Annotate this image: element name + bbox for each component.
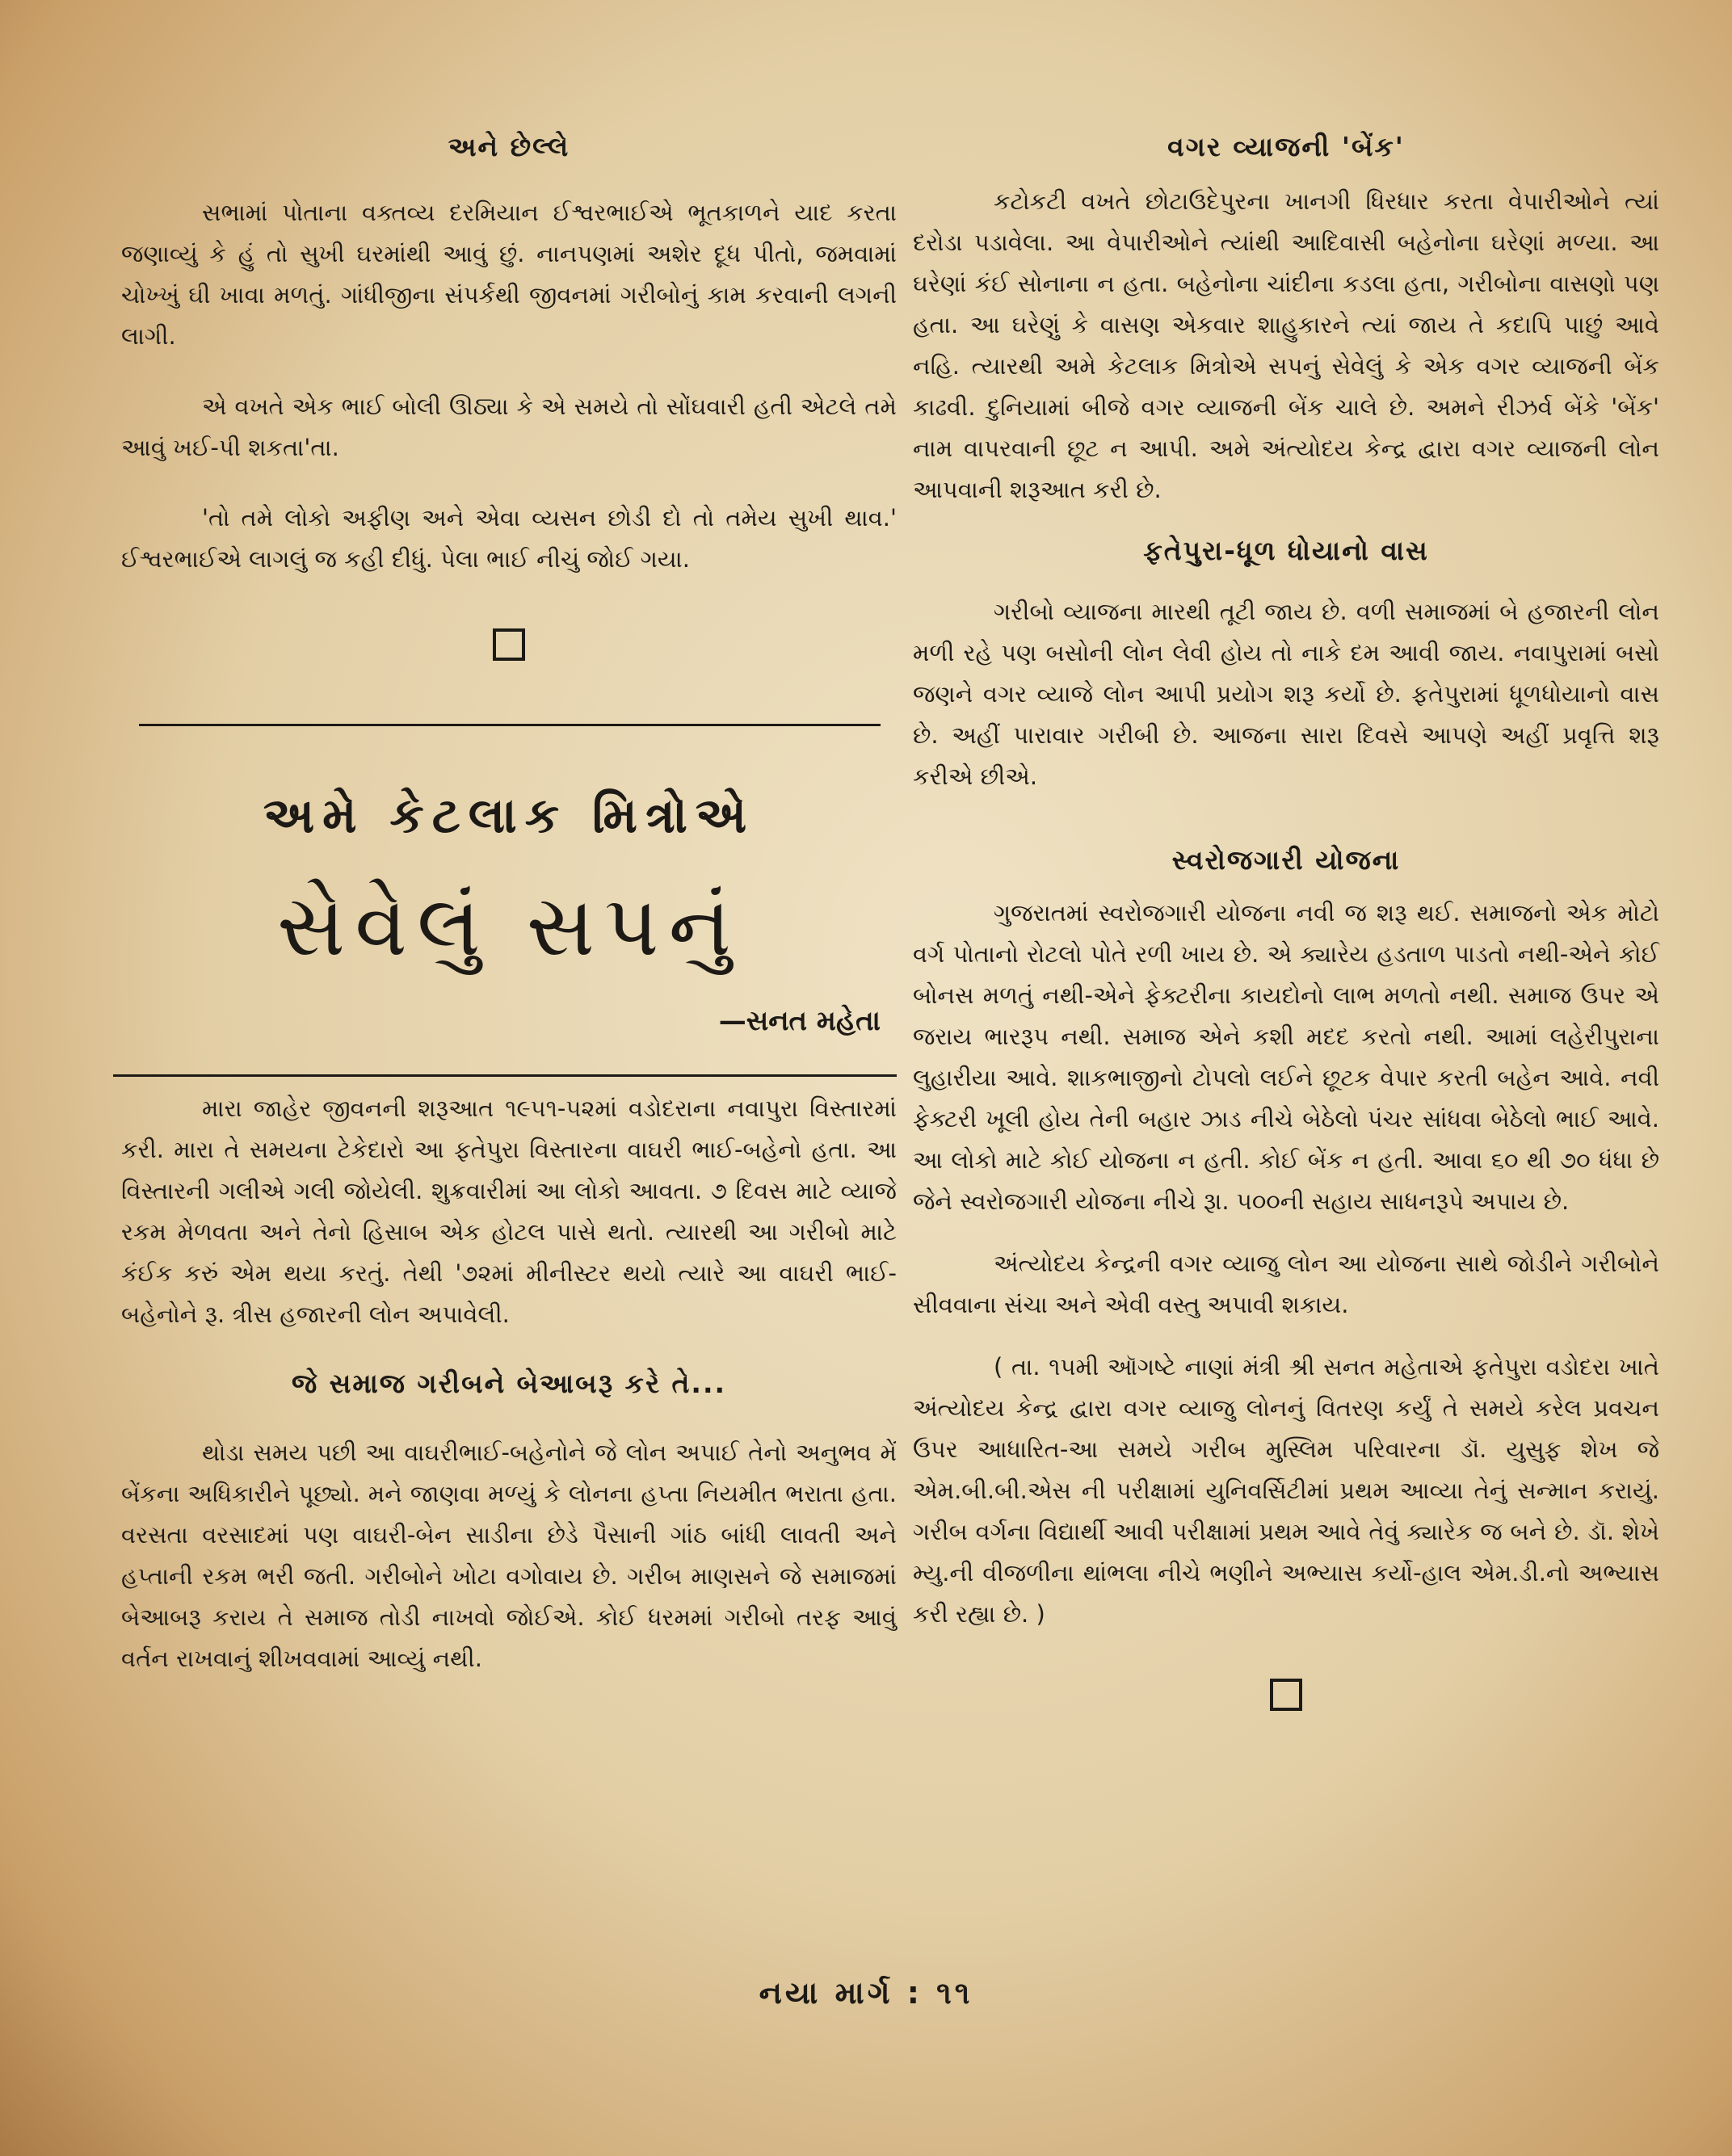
left-column <box>121 121 897 1679</box>
paragraph: કટોકટી વખતે છોટાઉદેપુરના ખાનગી ધિરધાર કરતા વેપારીઓને ત્યાં દરોડા પડાવેલા. આ વેપારીઓને ત્યાંથી આદિવાસી બહેનોના ઘરેણાં મળ્યા. આ ઘરેણાં કંઈ સોનાના ન હતા. બહેનોના ચાંદીના કડલા હતા, ગરીબોના વાસણો પણ હતા. આ ઘરેણું કે વાસણ એકવાર શાહુકારને ત્યાં જાય તે કદાપિ પાછું આવે નહિ. ત્યારથી અમે કેટલાક મિત્રોએ સપનું સેવેલું કે એક વગર વ્યાજની બેંક કાઢવી. દુનિયામાં બીજે વગર વ્યાજની બેંક ચાલે છે. અમને રીઝર્વ બેંકે 'બેંક' નામ વાપરવાની છૂટ ન આપી. અમે અંત્યોદય કેન્દ્ર દ્વારા વગર વ્યાજની લોન આપવાની શરૂઆત કરી છે. <box>913 187 1659 503</box>
paragraph: ગુજરાતમાં સ્વરોજગારી યોજના નવી જ શરૂ થઈ. સમાજનો એક મોટો વર્ગ પોતાનો રોટલો પોતે રળી ખાય છે. એ ક્યારેય હડતાળ પાડતો નથી-એને કોઈ બોનસ મળતું નથી-એને ફેક્ટરીના કાયદોનો લાભ મળતો નથી. સમાજ ઉપર એ જરાય ભારરૂપ નથી. સમાજ એને કશી મદદ કરતો નથી. આમાં લહેરીપુરાના લુહારીયા આવે. શાકભાજીનો ટોપલો લઈને છૂટક વેપાર કરતી બહેન આવે. નવી ફેક્ટરી ખૂલી હોય તેની બહાર ઝાડ નીચે બેઠેલો પંચર સાંધવા બેઠેલો ભાઈ આવે. આ લોકો માટે કોઈ યોજના ન હતી. કોઈ બેંક ન હતી. આવા ૬૦ થી ૭૦ ધંધા છે જેને સ્વરોજગારી યોજના નીચે રૂા. ૫૦૦ની સહાય સાધનરૂપે અપાય છે. <box>913 899 1659 1215</box>
paragraph: અંત્યોદય કેન્દ્રની વગર વ્યાજુ લોન આ યોજના સાથે જોડીને ગરીબોને સીવવાના સંચા અને એવી વસ્તુ અપાવી શકાય. <box>913 1250 1659 1318</box>
article-byline: —સનત મહેતા <box>718 1005 881 1037</box>
paragraph: 'તો તમે લોકો અફીણ અને એવા વ્યસન છોડી દો તો તમેય સુખી થાવ.' ઈશ્વરભાઈએ લાગલું જ કહી દીધું. પેલા ભાઈ નીચું જોઈ ગયા. <box>121 504 897 573</box>
end-mark-box <box>493 628 525 661</box>
subheading: જે સમાજ ગરીબને બેઆબરૂ કરે તે... <box>291 1368 727 1399</box>
paragraph: ગરીબો વ્યાજના મારથી તૂટી જાય છે. વળી સમાજમાં બે હજારની લોન મળી રહે પણ બસોની લોન લેવી હોય તો નાકે દમ આવી જાય. નવાપુરામાં બસો જણને વગર વ્યાજે લોન આપી પ્રયોગ શરૂ કર્યો છે. ફતેપુરામાં ધૂળધોયાનો વાસ છે. અહીં પારાવાર ગરીબી છે. આજના સારા દિવસે આપણે અહીં પ્રવૃત્તિ શરૂ કરીએ છીએ. <box>913 598 1659 790</box>
section-heading-interest-free-bank: વગર વ્યાજની 'બેંક' <box>1167 131 1405 162</box>
page-footer: નયા માર્ગ : ૧૧ <box>759 1975 973 2011</box>
paragraph: મારા જાહેર જીવનની શરૂઆત ૧૯૫૧-૫૨માં વડોદરાના નવાપુરા વિસ્તારમાં કરી. મારા તે સમયના ટેકેદારો આ ફતેપુરા વિસ્તારના વાઘરી ભાઈ-બહેનો હતા. આ વિસ્તારની ગલીએ ગલી જોયેલી. શુક્રવારીમાં આ લોકો આવતા. ૭ દિવસ માટે વ્યાજે રકમ મેળવતા અને તેનો હિસાબ એક હોટલ પાસે થતો. ત્યારથી આ ગરીબો માટે કંઈક કરું એમ થયા કરતું. તેથી '૭૨માં મીનીસ્ટર થયો ત્યારે આ વાઘરી ભાઈ-બહેનોને રૂ. ત્રીસ હજારની લોન અપાવેલી. <box>121 1095 897 1328</box>
paragraph: સભામાં પોતાના વક્તવ્ય દરમિયાન ઈશ્વરભાઈએ ભૂતકાળને યાદ કરતા જણાવ્યું કે હું તો સુખી ઘરમાંથી આવું છું. નાનપણમાં અશેર દૂધ પીતો, જમવામાં ચોખ્ખું ઘી ખાવા મળતું. ગાંધીજીના સંપર્કથી જીવનમાં ગરીબોનું કામ કરવાની લગની લાગી. <box>121 199 897 350</box>
paragraph: થોડા સમય પછી આ વાઘરીભાઈ-બહેનોને જે લોન અપાઈ તેનો અનુભવ મેં બેંકના અધિકારીને પૂછ્યો. મને જાણવા મળ્યું કે લોનના હપ્તા નિયમીત ભરાતા હતા. વરસતા વરસાદમાં પણ વાઘરી-બેન સાડીના છેડે પૈસાની ગાંઠ બાંધી લાવતી અને હપ્તાની રકમ ભરી જતી. ગરીબોને ખોટા વગોવાય છે. ગરીબ માણસને જે સમાજમાં બેઆબરૂ કરાય તે સમાજ તોડી નાખવો જોઈએ. કોઈ ધરમમાં ગરીબો તરફ આવું વર્તન રાખવાનું શીખવવામાં આવ્યું નથી. <box>121 1439 897 1672</box>
end-mark-box <box>1270 1679 1302 1711</box>
editorial-note: ( તા. ૧૫મી ઑગષ્ટે નાણાં મંત્રી શ્રી સનત મહેતાએ ફતેપુરા વડોદરા ખાતે અંત્યોદય કેન્દ્ર દ્વારા વગર વ્યાજુ લોનનું વિતરણ કર્યું તે સમયે કરેલ પ્રવચન ઉપર આધારિત-આ સમયે ગરીબ મુસ્લિમ પરિવારના ડૉ. યુસુફ શેખ જે એમ.બી.બી.એસ ની પરીક્ષામાં યુનિવર્સિટીમાં પ્રથમ આવ્યા તેનું સન્માન કરાયું. ગરીબ વર્ગના વિદ્યાર્થી આવી પરીક્ષામાં પ્રથમ આવે તેવું ક્યારેક જ બને છે. ડૉ. શેખે મ્યુ.ની વીજળીના થાંભલા નીચે ભણીને અભ્યાસ કર્યો-હાલ એમ.ડી.નો અભ્યાસ કરી રહ્યા છે. ) <box>913 1353 1659 1628</box>
paragraph: એ વખતે એક ભાઈ બોલી ઊઠ્યા કે એ સમયે તો સોંઘવારી હતી એટલે તમે આવું ખઈ-પી શકતા'તા. <box>121 393 897 461</box>
section-heading-and-finally: અને છેલ્લે <box>448 131 570 162</box>
right-column <box>913 121 1659 1711</box>
section-heading-fatehpura: ફતેપુરા-ધૂળ ધોયાનો વાસ <box>1143 535 1429 566</box>
article-kicker: અમે કેટલાક મિત્રોએ <box>263 788 755 844</box>
section-heading-self-employment: સ્વરોજગારી યોજના <box>1171 844 1401 876</box>
article-headline: સેવેલું સપનું <box>277 876 741 975</box>
